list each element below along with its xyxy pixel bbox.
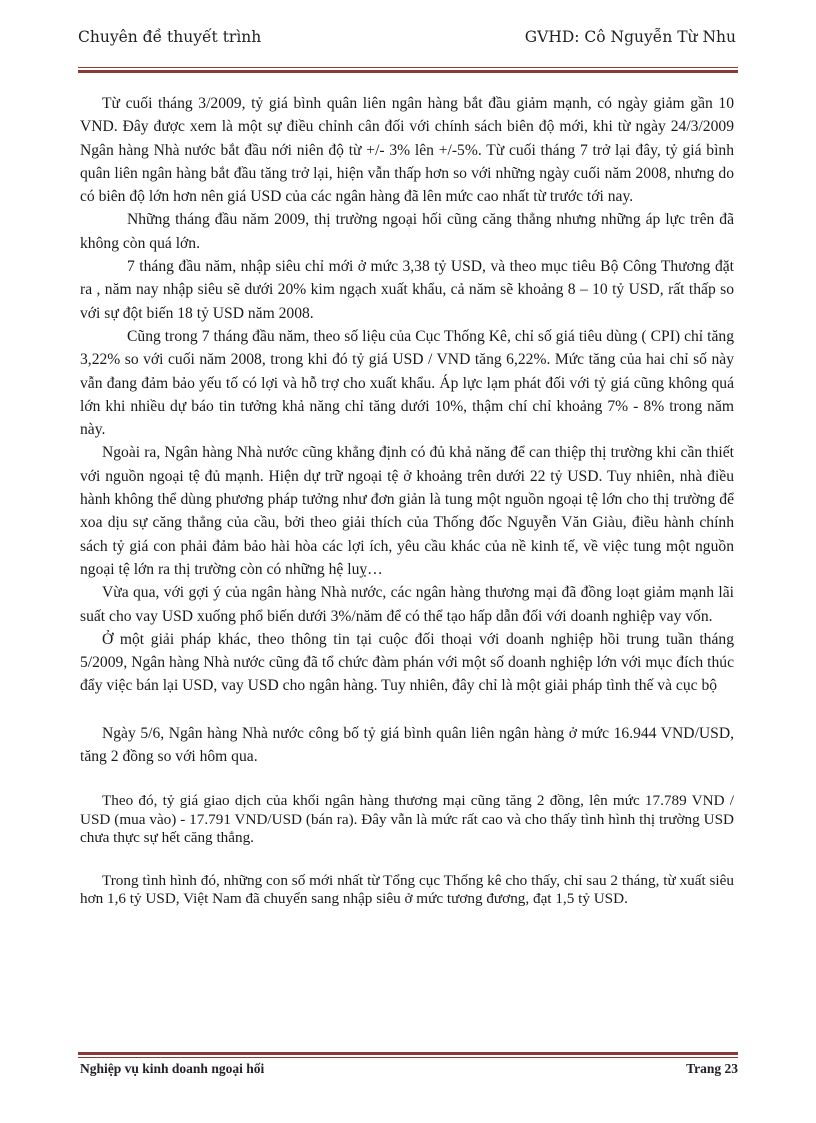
paragraph: Cũng trong 7 tháng đầu năm, theo số liệu của Cục Thống Kê, chỉ số giá tiêu dùng ( CPI) chỉ tăng 3,22% so với cuối năm 2008, trong khi đó tỷ giá USD / VND tăng 6,22%. Mức tăng của hai chỉ số này vẫn đang đảm bảo yếu tố có lợi và hỗ trợ cho xuất khẩu. Áp lực lạm phát đối với tỷ giá cũng không quá lớn khi nhiều dự báo tin tưởng khả năng chỉ tăng dưới 10%, thậm chí chỉ khoảng 7% - 8% trong năm này. (80, 327, 734, 439)
header-title: Chuyên đề thuyết trình (78, 28, 262, 46)
paragraph: Theo đó, tỷ giá giao dịch của khối ngân hàng thương mại cũng tăng 2 đồng, lên mức 17.789 VND / USD (mua vào) - 17.791 VND/USD (bán ra). Đây vẫn là mức rất cao và cho thấy tình hình thị trường USD chưa thực sự hết căng thẳng. (80, 792, 734, 847)
paragraph: Ngày 5/6, Ngân hàng Nhà nước công bố tỷ giá bình quân liên ngân hàng ở mức 16.944 VND/USD, tăng 2 đồng so với hôm qua. (80, 724, 734, 766)
paragraph: Trong tình hình đó, những con số mới nhất từ Tổng cục Thống kê cho thấy, chỉ sau 2 tháng, từ xuất siêu hơn 1,6 tỷ USD, Việt Nam đã chuyển sang nhập siêu ở mức tương đương, đạt 1,5 tỷ USD. (80, 871, 734, 908)
paragraph: Những tháng đầu năm 2009, thị trường ngoại hối cũng căng thẳng nhưng những áp lực trên đã không còn quá lớn. (80, 211, 734, 252)
footer-rule-top (78, 1052, 738, 1055)
footer-course-title: Nghiệp vụ kinh doanh ngoại hối (80, 1061, 265, 1076)
paragraph: Ngoài ra, Ngân hàng Nhà nước cũng khẳng định có đủ khả năng để can thiệp thị trường khi cần thiết với nguồn ngoại tệ đủ mạnh. Hiện dự trữ ngoại tệ ở khoảng trên dưới 22 tỷ USD. Tuy nhiên, nhà điều hành không thể dùng phương pháp tưởng như đơn giản là tung một nguồn ngoại tệ lớn cho thị trường để xoa dịu sự căng thẳng của cầu, bởi theo giải thích của Thống đốc Nguyễn Văn Giàu, điều hành chính sách tỷ giá con phải đảm bảo hài hòa các lợi ích, yêu cầu khác của nề kinh tế, về việc tung một nguồn ngoại tệ lớn ra thị trường còn có những hệ luỵ… (80, 444, 734, 578)
paragraph: Ở một giải pháp khác, theo thông tin tại cuộc đối thoại với doanh nghiệp hồi trung tuần tháng 5/2009, Ngân hàng Nhà nước cũng đã tổ chức đàm phán với một số doanh nghiệp lớn với mục đích thúc đẩy việc bán lại USD, vay USD cho ngân hàng. Tuy nhiên, đây chỉ là một giải pháp tình thế và cục bộ (80, 630, 734, 695)
paragraph: Từ cuối tháng 3/2009, tỷ giá bình quân liên ngân hàng bắt đầu giảm mạnh, có ngày giảm gần 10 VND. Đây được xem là một sự điều chỉnh cân đối với chính sách biên độ mới, khi từ ngày 24/3/2009 Ngân hàng Nhà nước bắt đầu nới niên độ từ +/- 3% lên +/-5%. Từ cuối tháng 7 trở lại đây, tỷ giá bình quân liên ngân hàng bắt đầu tăng trở lại, hiện vẫn thấp hơn so với những ngày cuối năm 2008, nhưng do có biên độ lớn hơn nên giá USD của các ngân hàng đã lên mức cao nhất từ trước tới nay. (80, 95, 734, 206)
header-rule-top (78, 67, 738, 68)
page-header (78, 28, 738, 52)
paragraph: 7 tháng đầu năm, nhập siêu chỉ mới ở mức 3,38 tỷ USD, và theo mục tiêu Bộ Công Thương đặt ra , năm nay nhập siêu sẽ dưới 20% kim ngạch xuất khẩu, cả năm sẽ khoảng 8 – 10 tỷ USD, rất thấp so với sự đột biến 18 tỷ USD năm 2008. (80, 258, 734, 322)
page-number: Trang 23 (686, 1061, 738, 1076)
footer-rule-bottom (78, 1057, 738, 1058)
document-body (80, 92, 734, 909)
page-footer (80, 1061, 738, 1081)
header-rule-bottom (78, 70, 738, 73)
paragraph: Vừa qua, với gợi ý của ngân hàng Nhà nước, các ngân hàng thương mại đã đồng loạt giảm mạnh lãi suất cho vay USD xuống phổ biến dưới 3%/năm để có thể tạo hấp dẫn đối với doanh nghiệp vay vốn. (80, 584, 734, 625)
header-instructor: GVHD: Cô Nguyễn Từ Nhu (524, 28, 736, 46)
